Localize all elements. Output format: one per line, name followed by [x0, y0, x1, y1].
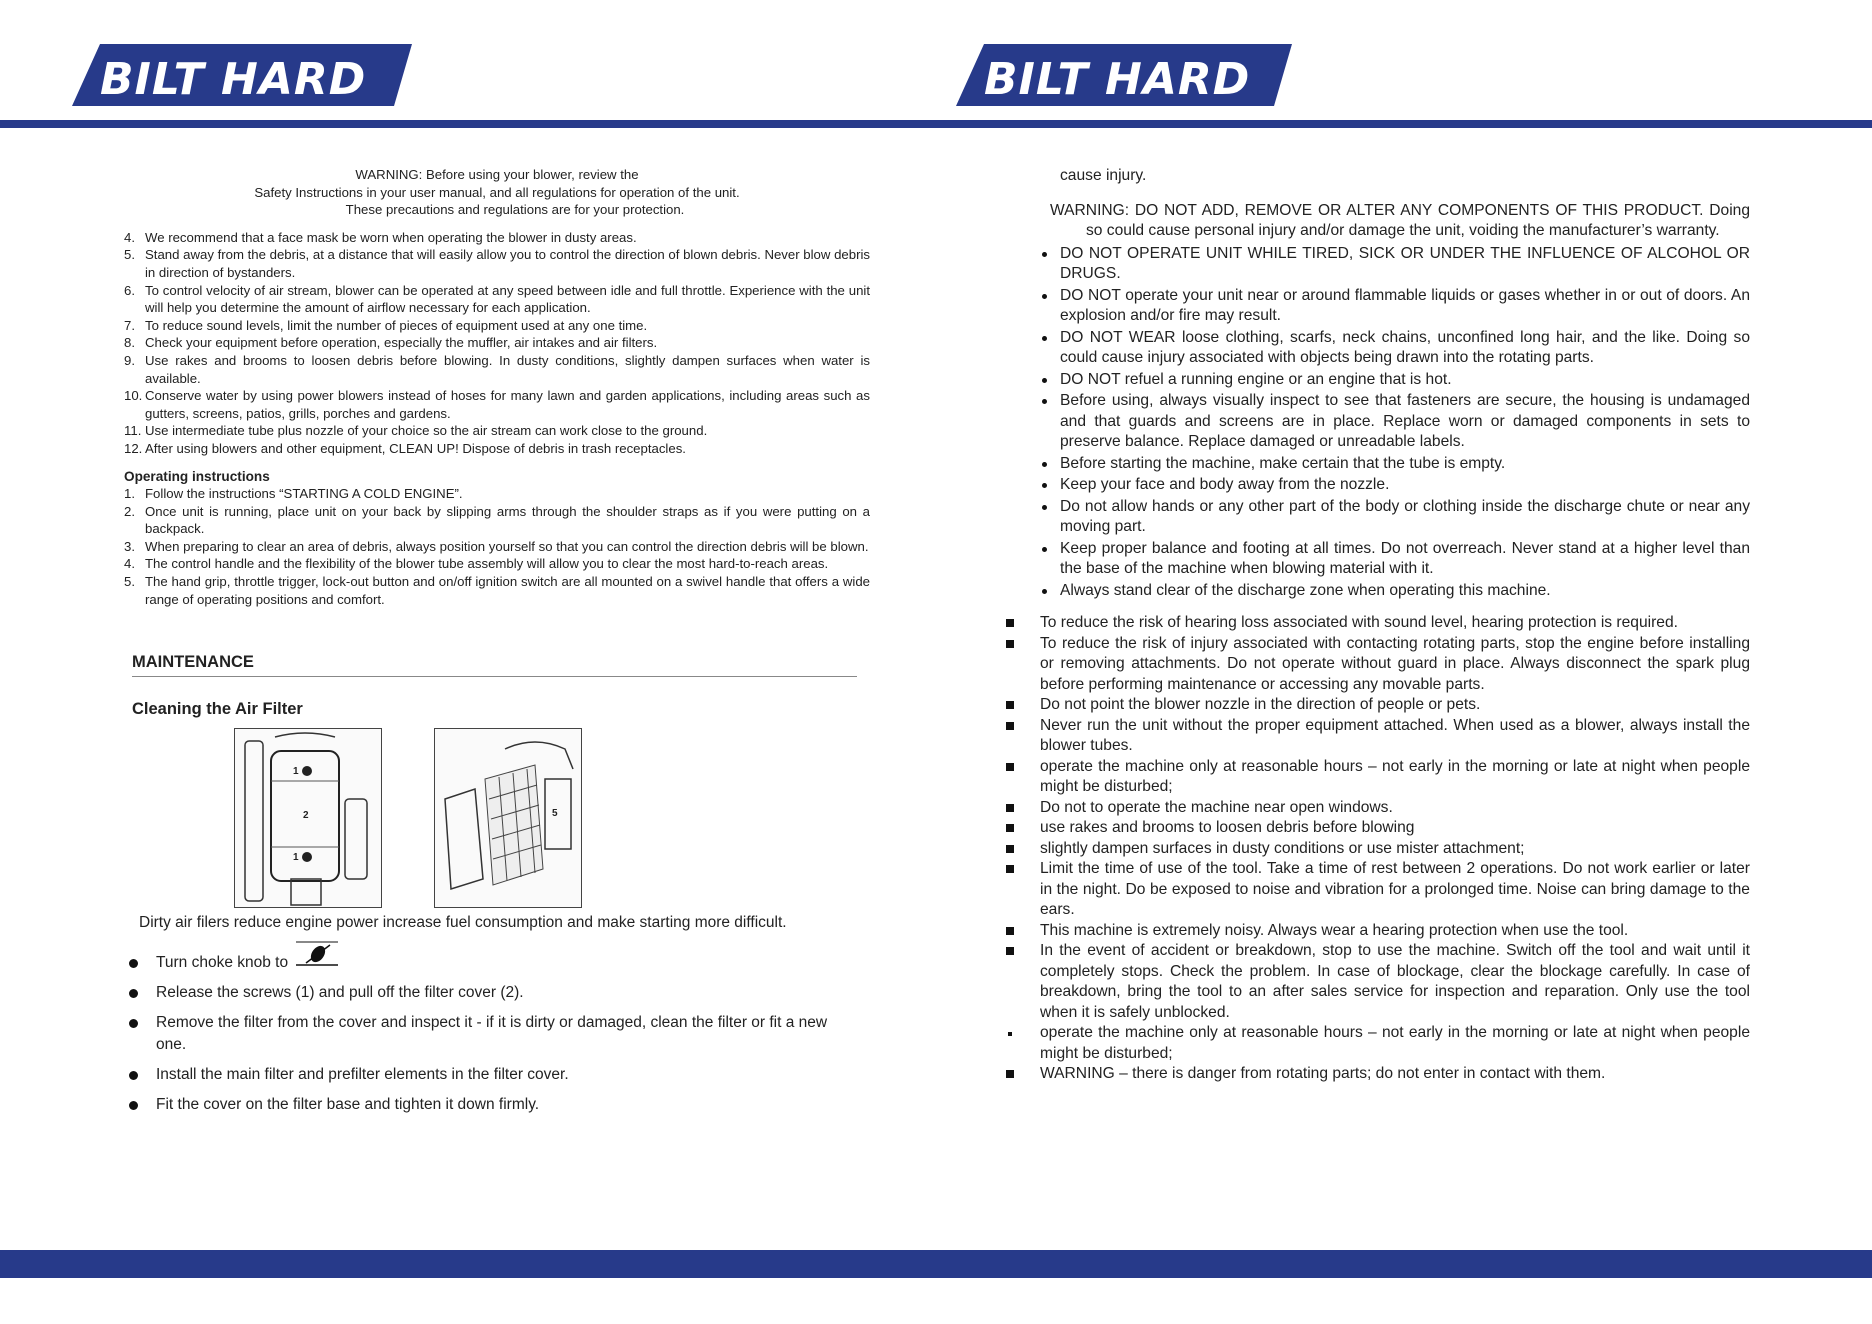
- bullet-icon: [129, 989, 138, 998]
- list-item: Remove the filter from the cover and inspect it - if it is dirty or damaged, clean the filter or fit a new one.: [124, 1012, 846, 1056]
- list-item: DO NOT OPERATE UNIT WHILE TIRED, SICK OR UNDER THE INFLUENCE OF ALCOHOL OR DRUGS.: [1038, 244, 1750, 285]
- square-bullet-icon: [1008, 1032, 1012, 1036]
- air-filter-figure: [434, 728, 582, 908]
- bullet-icon: [1042, 589, 1047, 594]
- bullet-icon: [1042, 399, 1047, 404]
- list-item: use rakes and brooms to loosen debris before blowing: [1004, 818, 1750, 839]
- list-item: slightly dampen surfaces in dusty conditions or use mister attachment;: [1004, 839, 1750, 860]
- warning-line: WARNING: Before using your blower, review the: [355, 167, 639, 182]
- list-item: Do not point the blower nozzle in the direction of people or pets.: [1004, 695, 1750, 716]
- list-item: Limit the time of use of the tool. Take a time of rest between 2 operations. Do not work earlier or later in the night. Do be exposed to noise and vibration for a prolonged time. Noise can bring damage to the ears.: [1004, 859, 1750, 921]
- list-item: 9. Use rakes and brooms to loosen debris before blowing. In dusty conditions, slightly dampen surfaces when water is available.: [124, 352, 870, 386]
- bullet-icon: [1042, 378, 1047, 383]
- list-item: Fit the cover on the filter base and tighten it down firmly.: [124, 1094, 846, 1116]
- bullet-icon: [129, 1101, 138, 1110]
- safety-bullets: [1038, 244, 1750, 602]
- filter-label: 5: [552, 808, 558, 820]
- list-item: Release the screws (1) and pull off the filter cover (2).: [124, 982, 846, 1004]
- list-item: Always stand clear of the discharge zone when operating this machine.: [1038, 581, 1750, 602]
- list-item: To reduce the risk of hearing loss associated with sound level, hearing protection is required.: [1004, 613, 1750, 634]
- brand-logo-text: BILT HARD: [100, 54, 367, 105]
- list-item: Keep your face and body away from the nozzle.: [1038, 475, 1750, 496]
- list-item: This machine is extremely noisy. Always wear a hearing protection when use the tool.: [1004, 921, 1750, 942]
- list-item: To reduce the risk of injury associated with contacting rotating parts, stop the engine before installing or removing attachments. Do not operate without guard in place. Always disconnect the spark plug before performing maintenance or accessing any movable parts.: [1004, 634, 1750, 696]
- bullet-icon: [129, 1019, 138, 1028]
- bullet-icon: [1042, 483, 1047, 488]
- list-item: Do not allow hands or any other part of the body or clothing inside the discharge chute or near any moving part.: [1038, 497, 1750, 538]
- figures: [234, 728, 870, 908]
- square-bullet-icon: [1006, 763, 1014, 771]
- square-bullet-icon: [1006, 947, 1014, 955]
- bullet-icon: [1042, 252, 1047, 257]
- brand-logo-left: [72, 44, 412, 106]
- list-item: DO NOT refuel a running engine or an engine that is hot.: [1038, 370, 1750, 391]
- bullet-icon: [1042, 336, 1047, 341]
- cover-label: 2: [303, 810, 309, 822]
- maintenance-title: MAINTENANCE: [132, 654, 857, 677]
- list-item: operate the machine only at reasonable hours – not early in the morning or late at night when people might be disturbed;: [1004, 757, 1750, 798]
- list-item: 6. To control velocity of air stream, blower can be operated at any speed between idle and full throttle. Experience with the unit will help you determine the amount of airflow necessary for each application.: [124, 282, 870, 316]
- warning-line: Safety Instructions in your user manual, and all regulations for operation of the unit.: [254, 184, 740, 200]
- choke-symbol-icon: [292, 953, 342, 973]
- list-item: Before starting the machine, make certain that the tube is empty.: [1038, 454, 1750, 475]
- operating-list: [124, 485, 870, 608]
- square-bullet-icon: [1006, 640, 1014, 648]
- list-item: DO NOT WEAR loose clothing, scarfs, neck chains, unconfined long hair, and the like. Doing so could cause injury associated with objects being drawn into the rotating parts.: [1038, 328, 1750, 369]
- square-bullet-icon: [1006, 927, 1014, 935]
- footer-bar: [0, 1250, 1872, 1278]
- bullet-icon: [1042, 505, 1047, 510]
- list-item: Never run the unit without the proper equipment attached. When used as a blower, always install the blower tubes.: [1004, 716, 1750, 757]
- list-item: Keep proper balance and footing at all times. Do not overreach. Never stand at a higher level than the base of the machine when blowing material with it.: [1038, 539, 1750, 580]
- list-item: 8. Check your equipment before operation, especially the muffler, air intakes and air filters.: [124, 335, 658, 351]
- square-bullet-icon: [1006, 1070, 1014, 1078]
- list-item: DO NOT operate your unit near or around flammable liquids or gases whether in or out of doors. An explosion and/or fire may result.: [1038, 286, 1750, 327]
- square-bullet-icon: [1006, 701, 1014, 709]
- square-bullet-icon: [1006, 824, 1014, 832]
- bullet-icon: [129, 959, 138, 968]
- list-item: In the event of accident or breakdown, stop to use the machine. Switch off the tool and wait until it completely stops. Check the problem. In case of blockage, clear the blockage carefully. In case of breakdown, bring the tool to an after sales service for inspection and reparation. Only use the tool when it is safely unblocked.: [1004, 941, 1750, 1023]
- operating-title: Operating instructions: [124, 468, 270, 484]
- filter-cover-figure: [234, 728, 382, 908]
- filter-steps: [124, 952, 870, 1116]
- list-item: 3. When preparing to clear an area of debris, always position yourself so that you can control the direction debris will be blown.: [124, 538, 869, 554]
- left-page: [124, 166, 870, 1124]
- hearing-safety-list: [1004, 613, 1750, 1085]
- air-filter-title: Cleaning the Air Filter: [132, 699, 303, 718]
- bullet-icon: [1042, 547, 1047, 552]
- warning-paragraph: WARNING: DO NOT ADD, REMOVE OR ALTER ANY COMPONENTS OF THIS PRODUCT. Doing so could cause personal injury and/or damage the unit, voiding the manufacturer’s warranty.: [1050, 201, 1750, 239]
- list-item: 4. The control handle and the flexibility of the blower tube assembly will allow you to clear the most hard-to-reach areas.: [124, 556, 829, 572]
- bullet-icon: [129, 1071, 138, 1080]
- safety-list: [124, 229, 870, 458]
- list-item: 11. Use intermediate tube plus nozzle of your choice so the air stream can work close to the ground.: [124, 423, 708, 439]
- header-bar: [0, 120, 1872, 128]
- bullet-icon: [1042, 462, 1047, 467]
- warning-line: These precautions and regulations are for your protection.: [345, 202, 685, 218]
- screw-label: 1: [293, 766, 299, 778]
- square-bullet-icon: [1006, 845, 1014, 853]
- continued-text: cause injury.: [1060, 167, 1147, 184]
- list-item: 5. The hand grip, throttle trigger, lock-out button and on/off ignition switch are all mounted on a swivel handle that offers a wide range of operating positions and comfort.: [124, 574, 870, 607]
- screw-label: 1: [293, 852, 299, 864]
- list-item: Install the main filter and prefilter elements in the filter cover.: [124, 1064, 846, 1086]
- list-item: 1. Follow the instructions “STARTING A COLD ENGINE”.: [124, 486, 463, 502]
- list-item: Do not to operate the machine near open windows.: [1004, 798, 1750, 819]
- right-page: [1004, 166, 1750, 1085]
- list-item: 12. After using blowers and other equipment, CLEAN UP! Dispose of debris in trash receptacles.: [124, 440, 686, 456]
- brand-logo-text: BILT HARD: [984, 54, 1251, 105]
- list-item: 4. We recommend that a face mask be worn when operating the blower in dusty areas.: [124, 229, 637, 245]
- warning-block: [124, 166, 870, 219]
- list-item: Turn choke knob to: [124, 952, 846, 974]
- list-item: 10. Conserve water by using power blowers instead of hoses for many lawn and garden applications, including areas such as gutters, screens, patios, grills, porches and gardens.: [124, 388, 870, 421]
- list-item: operate the machine only at reasonable hours – not early in the morning or late at night when people might be disturbed;: [1004, 1023, 1750, 1064]
- bullet-icon: [1042, 294, 1047, 299]
- list-item: 2. Once unit is running, place unit on your back by slipping arms through the shoulder straps as if you were putting on a backpack.: [124, 503, 870, 537]
- square-bullet-icon: [1006, 619, 1014, 627]
- square-bullet-icon: [1006, 865, 1014, 873]
- brand-logo-right: [956, 44, 1292, 106]
- list-item: 7. To reduce sound levels, limit the number of pieces of equipment used at any one time.: [124, 317, 648, 333]
- list-item: Before using, always visually inspect to see that fasteners are secure, the housing is undamaged and that guards and screens are in place. Replace worn or damaged components in sets to preserve balance. Replace damaged or unreadable labels.: [1038, 391, 1750, 453]
- square-bullet-icon: [1006, 804, 1014, 812]
- square-bullet-icon: [1006, 722, 1014, 730]
- filter-caption: Dirty air filers reduce engine power increase fuel consumption and make starting more difficult.: [139, 914, 787, 932]
- list-item: WARNING – there is danger from rotating parts; do not enter in contact with them.: [1004, 1064, 1750, 1085]
- list-item: 5. Stand away from the debris, at a distance that will easily allow you to control the direction of blown debris. Never blow debris in direction of bystanders.: [124, 247, 870, 280]
